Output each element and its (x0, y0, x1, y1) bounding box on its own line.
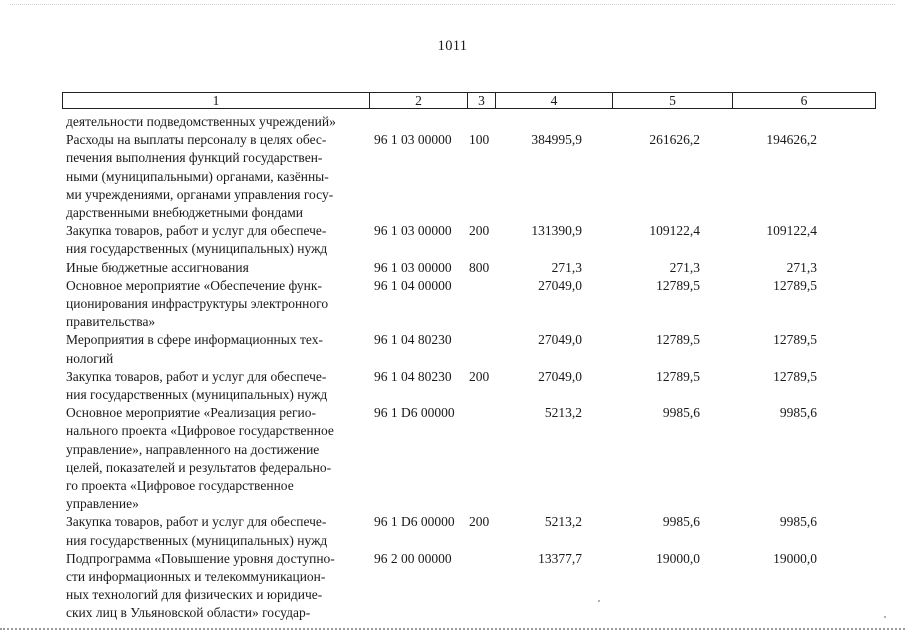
row-value-col4: 27049,0 (538, 277, 582, 293)
row-value-col4: 5213,2 (544, 514, 582, 530)
row-description-line: го проекта «Цифровое государственное (66, 478, 294, 494)
row-description (66, 404, 362, 513)
row-value-col5: 271,3 (669, 259, 700, 275)
row-value-col4: 27049,0 (538, 332, 582, 348)
row-description (66, 550, 362, 623)
table-row (0, 113, 905, 131)
row-description-line: Основное мероприятие «Реализация регио- (66, 405, 316, 421)
row-description-line: сти информационных и телекоммуникацион- (66, 569, 326, 585)
row-description-line: Закупка товаров, работ и услуг для обеспече- (66, 223, 327, 239)
row-description-line: целей, показателей и результатов федерально- (66, 459, 332, 475)
header-col-5: 5 (613, 93, 733, 108)
row-description-line: ния государственных (муниципальных) нужд (66, 532, 328, 548)
page-number: 1011 (437, 38, 468, 54)
row-description (66, 368, 362, 404)
row-value-col6: 9985,6 (779, 514, 817, 530)
row-description-line: ными (муниципальными) органами, казённы- (66, 168, 329, 184)
scan-edge-bottom (0, 628, 905, 632)
table-row (0, 331, 905, 367)
row-description-line: ния государственных (муниципальных) нужд (66, 387, 328, 403)
row-value-col6: 12789,5 (773, 277, 817, 293)
row-expense-type: 100 (469, 132, 490, 148)
row-value-col6: 9985,6 (779, 405, 817, 421)
row-code: 96 1 04 00000 (374, 277, 452, 293)
row-code: 96 1 03 00000 (374, 259, 452, 275)
row-description-line: дарственными внебюджетными фондами (66, 205, 304, 221)
row-description-line: нального проекта «Цифровое государственное (66, 423, 334, 439)
row-value-col5: 12789,5 (656, 332, 700, 348)
row-value-col6: 194626,2 (766, 132, 817, 148)
row-code: 96 1 D6 00000 (374, 405, 455, 421)
row-code: 96 1 D6 00000 (374, 514, 455, 530)
row-description (66, 513, 362, 549)
row-description-line: Расходы на выплаты персоналу в целях обес- (66, 132, 327, 148)
row-description-line: ских лиц в Ульяновской области» государ- (66, 605, 311, 621)
row-description-line: Закупка товаров, работ и услуг для обеспече- (66, 368, 327, 384)
table-row (0, 550, 905, 623)
row-description (66, 131, 362, 222)
row-description-line: правительства» (66, 314, 156, 330)
row-description (66, 113, 362, 131)
row-description-line: ми учреждениями, органами управления госу- (66, 186, 334, 202)
row-description (66, 277, 362, 332)
table-row (0, 513, 905, 549)
table-header (62, 92, 876, 109)
header-col-2: 2 (370, 93, 468, 108)
row-value-col4: 5213,2 (544, 405, 582, 421)
table-row (0, 131, 905, 222)
table-row (0, 222, 905, 258)
row-code: 96 1 03 00000 (374, 132, 452, 148)
row-description-line: печения выполнения функций государствен- (66, 150, 323, 166)
table-row (0, 404, 905, 513)
row-description-line: Подпрограмма «Повышение уровня доступно- (66, 550, 335, 566)
row-expense-type: 200 (469, 368, 490, 384)
row-code: 96 2 00 00000 (374, 550, 452, 566)
row-value-col4: 384995,9 (531, 132, 582, 148)
row-value-col5: 12789,5 (656, 277, 700, 293)
row-description (66, 331, 362, 367)
row-value-col4: 27049,0 (538, 368, 582, 384)
row-value-col5: 109122,4 (649, 223, 700, 239)
row-description-line: управление», направленного на достижение (66, 441, 320, 457)
row-description-line: управление» (66, 496, 139, 512)
table-row (0, 259, 905, 277)
row-description-line: Закупка товаров, работ и услуг для обеспече- (66, 514, 327, 530)
row-value-col6: 19000,0 (773, 550, 817, 566)
row-value-col4: 271,3 (551, 259, 582, 275)
row-value-col6: 12789,5 (773, 332, 817, 348)
row-expense-type: 200 (469, 223, 490, 239)
row-value-col6: 109122,4 (766, 223, 817, 239)
row-value-col5: 261626,2 (649, 132, 700, 148)
row-code: 96 1 03 00000 (374, 223, 452, 239)
row-value-col5: 19000,0 (656, 550, 700, 566)
header-col-4: 4 (496, 93, 613, 108)
row-description-line: ционирования инфраструктуры электронного (66, 296, 329, 312)
budget-table-body (0, 113, 905, 623)
row-description-line: деятельности подведомственных учреждений» (66, 114, 336, 129)
row-description-line: Мероприятия в сфере информационных тех- (66, 332, 323, 348)
row-value-col5: 9985,6 (662, 405, 700, 421)
scan-speck (598, 600, 600, 602)
scan-edge-top (10, 4, 895, 6)
row-description-line: Иные бюджетные ассигнования (66, 259, 249, 275)
row-value-col5: 9985,6 (662, 514, 700, 530)
header-col-6: 6 (800, 93, 808, 108)
row-value-col4: 131390,9 (531, 223, 582, 239)
row-code: 96 1 04 80230 (374, 332, 452, 348)
row-value-col6: 12789,5 (773, 368, 817, 384)
row-description-line: ных технологий для физических и юридиче- (66, 587, 323, 603)
row-description-line: ния государственных (муниципальных) нужд (66, 241, 328, 257)
header-col-3: 3 (468, 93, 496, 108)
row-expense-type: 200 (469, 514, 490, 530)
row-description (66, 259, 362, 277)
row-value-col4: 13377,7 (538, 550, 582, 566)
row-description-line: Основное мероприятие «Обеспечение функ- (66, 277, 322, 293)
row-value-col6: 271,3 (786, 259, 817, 275)
table-row (0, 277, 905, 332)
row-code: 96 1 04 80230 (374, 368, 452, 384)
row-description-line: нологий (66, 350, 114, 366)
row-expense-type: 800 (469, 259, 490, 275)
row-description (66, 222, 362, 258)
table-row (0, 368, 905, 404)
header-col-1: 1 (63, 93, 370, 108)
scan-speck (884, 616, 886, 618)
row-value-col5: 12789,5 (656, 368, 700, 384)
